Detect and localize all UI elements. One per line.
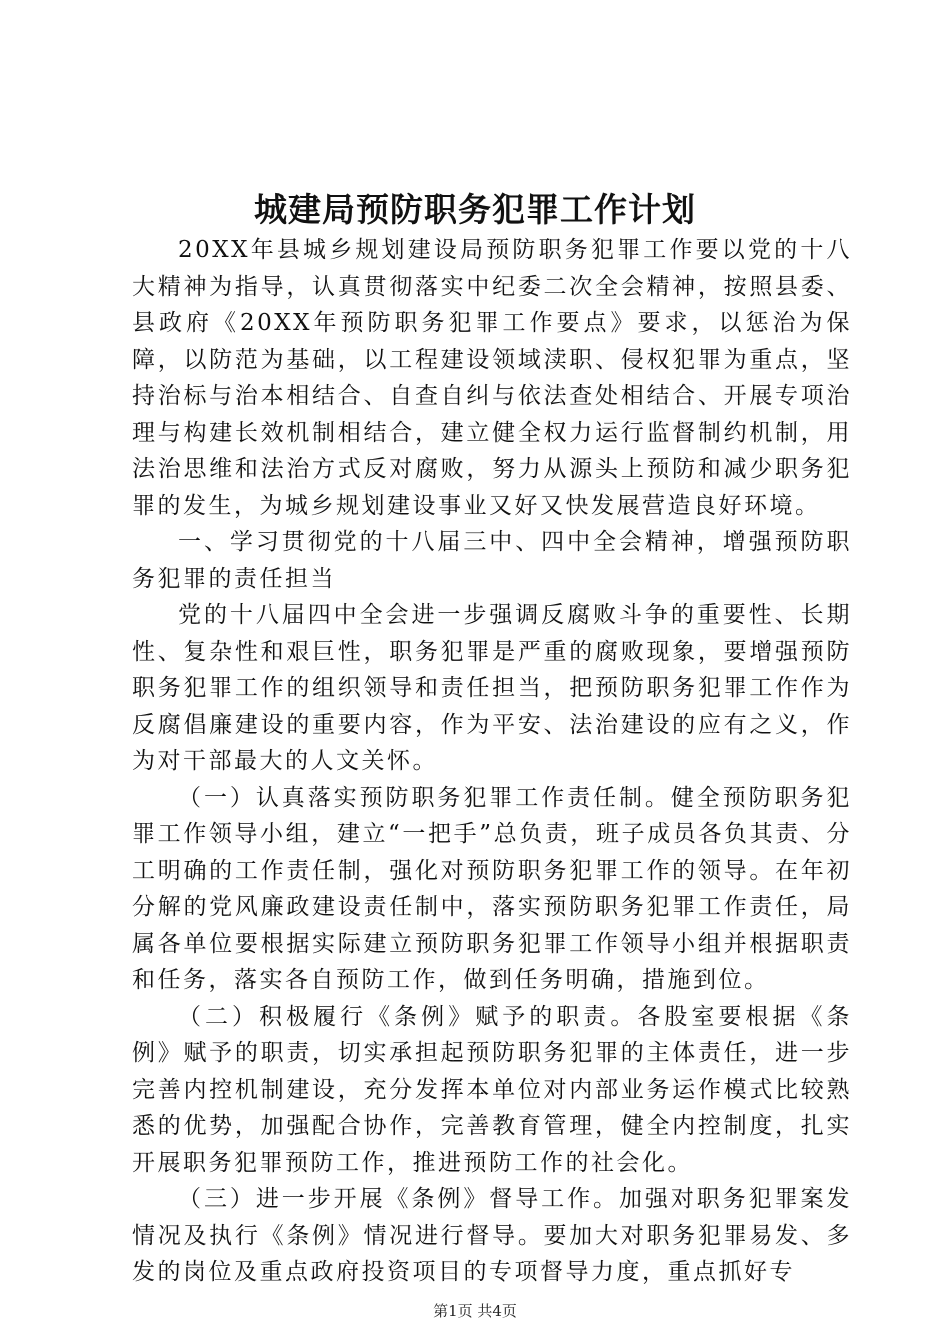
document-body — [132, 232, 852, 1291]
paragraph-item-3: （三）进一步开展《条例》督导工作。加强对职务犯罪案发情况及执行《条例》情况进行督导。要加大对职务犯罪易发、多发的岗位及重点政府投资项目的专项督导力度，重点抓好专 — [132, 1186, 852, 1285]
document-title: 城建局预防职务犯罪工作计划 — [254, 190, 696, 229]
section-heading-1: 一、学习贯彻党的十八届三中、四中全会精神，增强预防职务犯罪的责任担当 — [132, 529, 852, 592]
paragraph-section-1: 党的十八届四中全会进一步强调反腐败斗争的重要性、长期性、复杂性和艰巨性，职务犯罪是严重的腐败现象，要增强预防职务犯罪工作的组织领导和责任担当，把预防职务犯罪工作作为反腐倡廉建设的重要内容，作为平安、法治建设的应有之义，作为对干部最大的人文关怀。 — [132, 602, 852, 774]
paragraph-item-1: （一）认真落实预防职务犯罪工作责任制。健全预防职务犯罪工作领导小组，建立“一把手”总负责，班子成员各负其责、分工明确的工作责任制，强化对预防职务犯罪工作的领导。在年初分解的党风廉政建设责任制中，落实预防职务犯罪工作责任，局属各单位要根据实际建立预防职务犯罪工作领导小组并根据职责和任务，落实各自预防工作，做到任务明确，措施到位。 — [132, 784, 852, 993]
page-footer: 第1页 共4页 — [433, 1302, 517, 1320]
paragraph-intro: 20XX年县城乡规划建设局预防职务犯罪工作要以党的十八大精神为指导，认真贯彻落实中纪委二次全会精神，按照县委、县政府《20XX年预防职务犯罪工作要点》要求，以惩治为保障，以防范为基础，以工程建设领域渎职、侵权犯罪为重点，坚持治标与治本相结合、自查自纠与依法查处相结合、开展专项治理与构建长效机制相结合，建立健全权力运行监督制约机制，用法治思维和法治方式反对腐败，努力从源头上预防和减少职务犯罪的发生，为城乡规划建设事业又好又快发展营造良好环境。 — [132, 237, 852, 519]
paragraph-item-2: （二）积极履行《条例》赋予的职责。各股室要根据《条例》赋予的职责，切实承担起预防职务犯罪的主体责任，进一步完善内控机制建设，充分发挥本单位对内部业务运作模式比较熟悉的优势，加强配合协作，完善教育管理，健全内控制度，扎实开展职务犯罪预防工作，推进预防工作的社会化。 — [132, 1003, 852, 1176]
